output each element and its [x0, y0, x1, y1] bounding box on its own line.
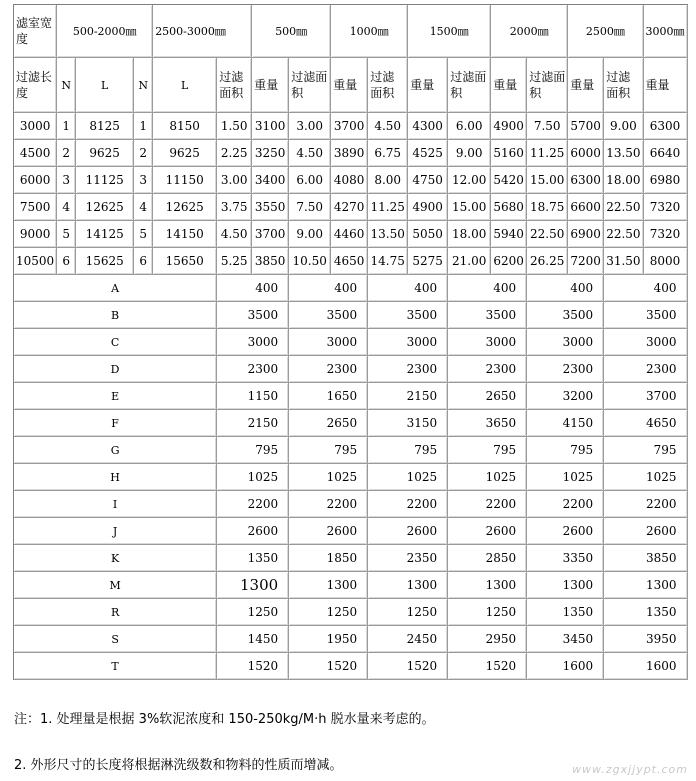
header-weight: 重量 — [491, 58, 527, 113]
spec-table — [13, 4, 688, 680]
dimension-value: 2650 — [448, 383, 527, 410]
dimension-value: 795 — [527, 437, 604, 464]
weight-cell: 5050 — [408, 221, 448, 248]
dimension-value: 3000 — [604, 329, 687, 356]
dimension-value: 795 — [448, 437, 527, 464]
dimension-label: K — [14, 545, 217, 572]
weight-cell: 3700 — [331, 113, 368, 140]
table-row — [14, 248, 688, 275]
l-cell: 11150 — [153, 167, 217, 194]
weight-cell: 3700 — [252, 221, 289, 248]
dimension-value: 3950 — [604, 626, 687, 653]
dimension-value: 4650 — [604, 410, 687, 437]
dimension-value: 3000 — [289, 329, 368, 356]
weight-cell: 6640 — [644, 140, 688, 167]
area-cell: 22.50 — [604, 221, 643, 248]
dimension-value: 1300 — [217, 572, 289, 599]
weight-cell: 6900 — [568, 221, 604, 248]
dimension-value: 3200 — [527, 383, 604, 410]
l-cell: 11125 — [76, 167, 134, 194]
dimension-value: 2600 — [604, 518, 687, 545]
n-cell: 1 — [57, 113, 76, 140]
header-width-2500: 2500㎜ — [568, 5, 643, 58]
dimension-value: 2600 — [527, 518, 604, 545]
dimension-value: 795 — [289, 437, 368, 464]
dimension-value: 1250 — [217, 599, 289, 626]
dimension-value: 3500 — [527, 302, 604, 329]
dimension-row — [14, 599, 688, 626]
dimension-value: 4150 — [527, 410, 604, 437]
weight-cell: 7320 — [644, 194, 688, 221]
weight-cell: 4080 — [331, 167, 368, 194]
dimension-value: 2300 — [527, 356, 604, 383]
area-cell: 7.50 — [527, 113, 568, 140]
weight-cell: 4460 — [331, 221, 368, 248]
dimension-row — [14, 329, 688, 356]
weight-cell: 6300 — [568, 167, 604, 194]
area-cell: 4.50 — [217, 221, 252, 248]
length-cell: 10500 — [14, 248, 57, 275]
l-cell: 9625 — [153, 140, 217, 167]
dimension-value: 1350 — [217, 545, 289, 572]
area-cell: 18.00 — [604, 167, 643, 194]
area-cell: 1.50 — [217, 113, 252, 140]
dimension-value: 3450 — [527, 626, 604, 653]
header-row-columns — [14, 58, 688, 113]
header-n-1: N — [57, 58, 76, 113]
dimension-value: 2200 — [604, 491, 687, 518]
l-cell: 8150 — [153, 113, 217, 140]
l-cell: 8125 — [76, 113, 134, 140]
dimension-value: 2850 — [448, 545, 527, 572]
header-area: 过滤面积 — [604, 58, 643, 113]
dimension-value: 1250 — [289, 599, 368, 626]
dimension-value: 1300 — [368, 572, 448, 599]
dimension-value: 1250 — [448, 599, 527, 626]
dimension-value: 3000 — [368, 329, 448, 356]
weight-cell: 6000 — [568, 140, 604, 167]
length-cell: 9000 — [14, 221, 57, 248]
dimension-value: 1025 — [368, 464, 448, 491]
header-width-1500: 1500㎜ — [408, 5, 491, 58]
n-cell: 3 — [134, 167, 153, 194]
area-cell: 9.00 — [289, 221, 331, 248]
dimension-row — [14, 518, 688, 545]
weight-cell: 5680 — [491, 194, 527, 221]
area-cell: 14.75 — [368, 248, 408, 275]
dimension-value: 3000 — [527, 329, 604, 356]
dimension-label: H — [14, 464, 217, 491]
length-cell: 7500 — [14, 194, 57, 221]
dimension-row — [14, 545, 688, 572]
dimension-label: E — [14, 383, 217, 410]
header-width-3000: 3000㎜ — [644, 5, 688, 58]
dimension-value: 2950 — [448, 626, 527, 653]
dimension-value: 2200 — [448, 491, 527, 518]
dimension-value: 2350 — [368, 545, 448, 572]
weight-cell: 4900 — [491, 113, 527, 140]
table-row — [14, 221, 688, 248]
dimension-value: 1025 — [527, 464, 604, 491]
l-cell: 9625 — [76, 140, 134, 167]
dimension-value: 795 — [368, 437, 448, 464]
dimension-row — [14, 572, 688, 599]
dimension-value: 2200 — [289, 491, 368, 518]
table-row — [14, 113, 688, 140]
dimension-value: 2150 — [217, 410, 289, 437]
dimension-value: 2200 — [217, 491, 289, 518]
dimension-value: 2600 — [217, 518, 289, 545]
header-width-1000: 1000㎜ — [331, 5, 408, 58]
n-cell: 2 — [57, 140, 76, 167]
dimension-value: 2300 — [604, 356, 687, 383]
dimension-value: 400 — [527, 275, 604, 302]
header-l-1: L — [76, 58, 134, 113]
dimension-value: 2650 — [289, 410, 368, 437]
area-cell: 18.75 — [527, 194, 568, 221]
dimension-row — [14, 356, 688, 383]
dimension-value: 1520 — [217, 653, 289, 680]
weight-cell: 6200 — [491, 248, 527, 275]
area-cell: 15.00 — [527, 167, 568, 194]
dimension-row — [14, 464, 688, 491]
dimension-value: 1025 — [289, 464, 368, 491]
weight-cell: 4900 — [408, 194, 448, 221]
area-cell: 31.50 — [604, 248, 643, 275]
dimension-value: 1300 — [448, 572, 527, 599]
dimension-row — [14, 653, 688, 680]
note-line-2: 2. 外形尺寸的长度将根据淋洗级数和物料的性质而增减。 — [14, 758, 343, 773]
area-cell: 13.50 — [604, 140, 643, 167]
dimension-value: 2450 — [368, 626, 448, 653]
dimension-row — [14, 491, 688, 518]
dimension-row — [14, 626, 688, 653]
dimension-label: J — [14, 518, 217, 545]
note-line-1: 注：1. 处理量是根据 3%软泥浓度和 150-250kg/M·h 脱水量来考虑的。 — [14, 712, 435, 727]
l-cell: 15625 — [76, 248, 134, 275]
dimension-label: F — [14, 410, 217, 437]
dimension-row — [14, 437, 688, 464]
area-cell: 18.00 — [448, 221, 491, 248]
dimension-value: 3500 — [448, 302, 527, 329]
weight-cell: 4525 — [408, 140, 448, 167]
dimension-label: T — [14, 653, 217, 680]
area-cell: 11.25 — [527, 140, 568, 167]
area-cell: 12.00 — [448, 167, 491, 194]
dimension-value: 1300 — [527, 572, 604, 599]
weight-cell: 5420 — [491, 167, 527, 194]
n-cell: 5 — [134, 221, 153, 248]
n-cell: 6 — [134, 248, 153, 275]
area-cell: 6.00 — [448, 113, 491, 140]
weight-cell: 4650 — [331, 248, 368, 275]
dimension-value: 1025 — [217, 464, 289, 491]
n-cell: 4 — [134, 194, 153, 221]
header-width-2000: 2000㎜ — [491, 5, 568, 58]
dimension-value: 3850 — [604, 545, 687, 572]
header-length-label: 过滤长度 — [14, 58, 57, 113]
header-weight: 重量 — [568, 58, 604, 113]
dimension-value: 3500 — [217, 302, 289, 329]
dimension-value: 2300 — [217, 356, 289, 383]
dimension-value: 2150 — [368, 383, 448, 410]
dimension-value: 3700 — [604, 383, 687, 410]
weight-cell: 7200 — [568, 248, 604, 275]
area-cell: 11.25 — [368, 194, 408, 221]
dimension-value: 3150 — [368, 410, 448, 437]
dimension-row — [14, 275, 688, 302]
area-cell: 6.75 — [368, 140, 408, 167]
n-cell: 2 — [134, 140, 153, 167]
dimension-label: G — [14, 437, 217, 464]
dimension-label: I — [14, 491, 217, 518]
dimension-value: 2200 — [368, 491, 448, 518]
dimension-value: 3350 — [527, 545, 604, 572]
dimension-value: 3000 — [217, 329, 289, 356]
dimension-value: 2600 — [448, 518, 527, 545]
weight-cell: 3400 — [252, 167, 289, 194]
area-cell: 3.75 — [217, 194, 252, 221]
header-n-2: N — [134, 58, 153, 113]
header-width-500: 500㎜ — [252, 5, 331, 58]
weight-cell: 3250 — [252, 140, 289, 167]
dimension-value: 1350 — [527, 599, 604, 626]
weight-cell: 5275 — [408, 248, 448, 275]
dimension-value: 795 — [217, 437, 289, 464]
dimension-value: 1300 — [289, 572, 368, 599]
table-row — [14, 194, 688, 221]
dimension-value: 1600 — [527, 653, 604, 680]
area-cell: 2.25 — [217, 140, 252, 167]
dimension-value: 3500 — [604, 302, 687, 329]
weight-cell: 6600 — [568, 194, 604, 221]
dimension-label: S — [14, 626, 217, 653]
dimension-label: A — [14, 275, 217, 302]
weight-cell: 5160 — [491, 140, 527, 167]
dimension-value: 3500 — [289, 302, 368, 329]
length-cell: 3000 — [14, 113, 57, 140]
dimension-label: C — [14, 329, 217, 356]
area-cell: 5.25 — [217, 248, 252, 275]
area-cell: 3.00 — [217, 167, 252, 194]
dimension-value: 2300 — [368, 356, 448, 383]
area-cell: 13.50 — [368, 221, 408, 248]
dimension-value: 1600 — [604, 653, 687, 680]
dimension-value: 3500 — [368, 302, 448, 329]
header-weight: 重量 — [252, 58, 289, 113]
header-weight: 重量 — [331, 58, 368, 113]
dimension-value: 400 — [368, 275, 448, 302]
weight-cell: 3100 — [252, 113, 289, 140]
table-row — [14, 140, 688, 167]
dimension-value: 1150 — [217, 383, 289, 410]
area-cell: 7.50 — [289, 194, 331, 221]
dimension-value: 1025 — [448, 464, 527, 491]
area-cell: 10.50 — [289, 248, 331, 275]
header-area: 过滤面积 — [448, 58, 491, 113]
n-cell: 1 — [134, 113, 153, 140]
header-area: 过滤面积 — [368, 58, 408, 113]
dimension-value: 1350 — [604, 599, 687, 626]
header-row-width — [14, 5, 688, 58]
n-cell: 4 — [57, 194, 76, 221]
weight-cell: 8000 — [644, 248, 688, 275]
area-cell: 22.50 — [527, 221, 568, 248]
dimension-value: 1950 — [289, 626, 368, 653]
dimension-value: 400 — [604, 275, 687, 302]
dimension-value: 400 — [448, 275, 527, 302]
dimension-value: 2300 — [448, 356, 527, 383]
dimension-value: 400 — [217, 275, 289, 302]
l-cell: 12625 — [153, 194, 217, 221]
dimension-value: 2300 — [289, 356, 368, 383]
weight-cell: 3550 — [252, 194, 289, 221]
area-cell: 26.25 — [527, 248, 568, 275]
area-cell: 15.00 — [448, 194, 491, 221]
header-weight: 重量 — [644, 58, 688, 113]
area-cell: 9.00 — [604, 113, 643, 140]
dimension-value: 1650 — [289, 383, 368, 410]
header-area: 过滤面积 — [289, 58, 331, 113]
l-cell: 14125 — [76, 221, 134, 248]
area-cell: 4.50 — [368, 113, 408, 140]
dimension-label: B — [14, 302, 217, 329]
dimension-value: 2200 — [527, 491, 604, 518]
weight-cell: 4300 — [408, 113, 448, 140]
dimension-value: 3650 — [448, 410, 527, 437]
area-cell: 3.00 — [289, 113, 331, 140]
area-cell: 8.00 — [368, 167, 408, 194]
l-cell: 15650 — [153, 248, 217, 275]
dimension-row — [14, 383, 688, 410]
dimension-value: 1250 — [368, 599, 448, 626]
l-cell: 12625 — [76, 194, 134, 221]
header-weight: 重量 — [408, 58, 448, 113]
area-cell: 4.50 — [289, 140, 331, 167]
dimension-value: 3000 — [448, 329, 527, 356]
weight-cell: 6980 — [644, 167, 688, 194]
header-width-label: 滤室宽度 — [14, 5, 57, 58]
dimension-row — [14, 302, 688, 329]
header-range-2500-3000: 2500-3000㎜ — [153, 5, 252, 58]
dimension-label: R — [14, 599, 217, 626]
dimension-value: 2600 — [368, 518, 448, 545]
area-cell: 6.00 — [289, 167, 331, 194]
header-area: 过滤面积 — [217, 58, 252, 113]
dimension-row — [14, 410, 688, 437]
dimension-value: 400 — [289, 275, 368, 302]
dimension-value: 2600 — [289, 518, 368, 545]
n-cell: 5 — [57, 221, 76, 248]
weight-cell: 3850 — [252, 248, 289, 275]
weight-cell: 5700 — [568, 113, 604, 140]
dimension-value: 1520 — [368, 653, 448, 680]
n-cell: 3 — [57, 167, 76, 194]
weight-cell: 3890 — [331, 140, 368, 167]
weight-cell: 4750 — [408, 167, 448, 194]
length-cell: 4500 — [14, 140, 57, 167]
length-cell: 6000 — [14, 167, 57, 194]
watermark-text: www.zgxjjypt.com — [572, 763, 688, 776]
dimension-value: 1520 — [289, 653, 368, 680]
area-cell: 9.00 — [448, 140, 491, 167]
dimension-value: 795 — [604, 437, 687, 464]
l-cell: 14150 — [153, 221, 217, 248]
table-row — [14, 167, 688, 194]
area-cell: 21.00 — [448, 248, 491, 275]
dimension-value: 1025 — [604, 464, 687, 491]
dimension-value: 1450 — [217, 626, 289, 653]
weight-cell: 4270 — [331, 194, 368, 221]
weight-cell: 7320 — [644, 221, 688, 248]
dimension-value: 1850 — [289, 545, 368, 572]
n-cell: 6 — [57, 248, 76, 275]
dimension-label: D — [14, 356, 217, 383]
header-area: 过滤面积 — [527, 58, 568, 113]
dimension-value: 1300 — [604, 572, 687, 599]
weight-cell: 6300 — [644, 113, 688, 140]
dimension-value: 1520 — [448, 653, 527, 680]
dimension-label: M — [14, 572, 217, 599]
weight-cell: 5940 — [491, 221, 527, 248]
area-cell: 22.50 — [604, 194, 643, 221]
header-l-2: L — [153, 58, 217, 113]
header-range-500-2000: 500-2000㎜ — [57, 5, 153, 58]
